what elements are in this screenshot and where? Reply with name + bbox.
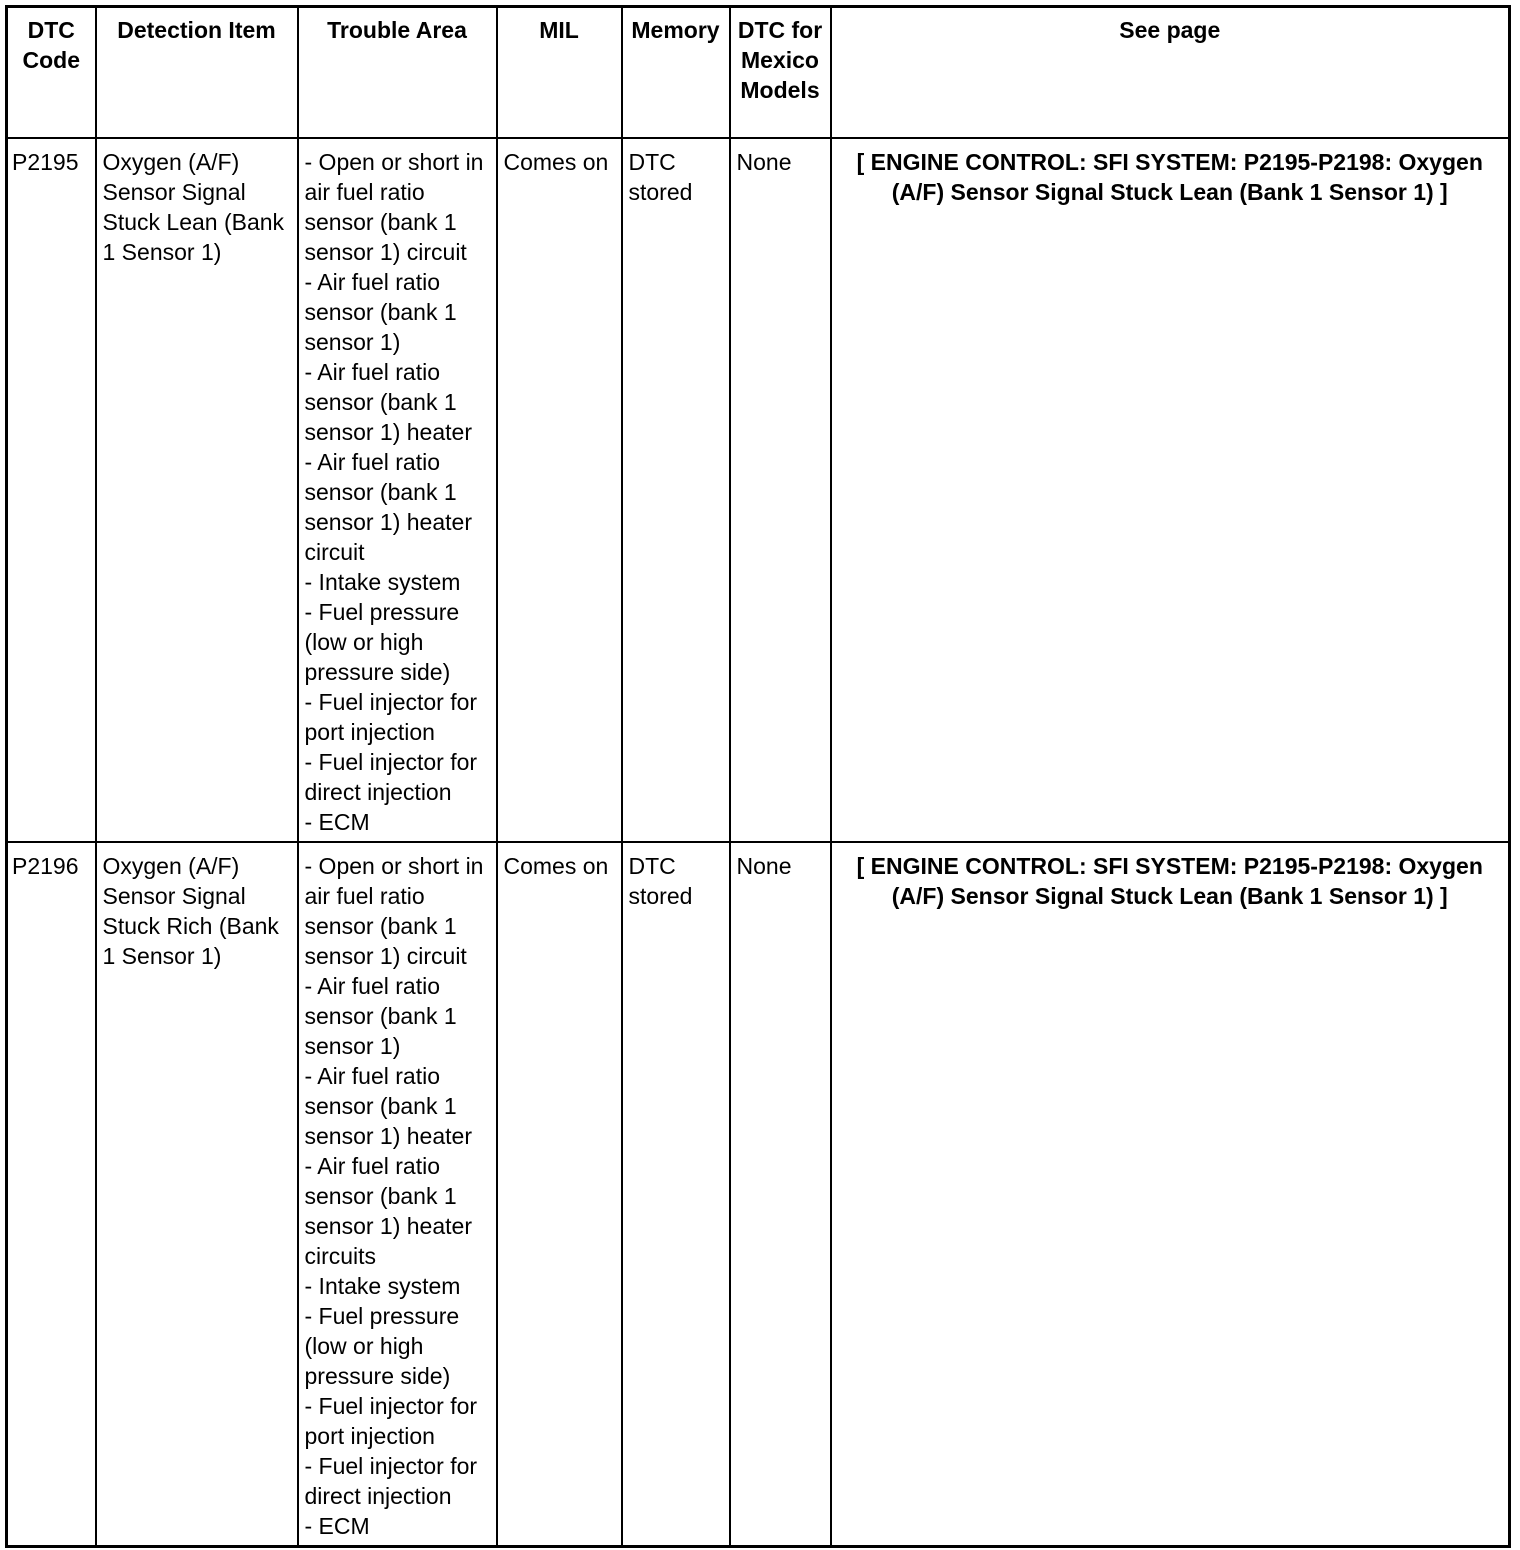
mil-cell: Comes on xyxy=(497,842,622,1547)
trouble-area-item: - Air fuel ratio sensor (bank 1 sensor 1) xyxy=(304,973,457,1059)
table-row xyxy=(7,842,1510,1547)
trouble-area-item: - Fuel injector for port injection xyxy=(304,1393,478,1449)
header-detection-item: Detection Item xyxy=(96,7,298,139)
header-see-page: See page xyxy=(831,7,1510,139)
dtc-code-cell: P2196 xyxy=(7,842,96,1547)
memory-cell: DTC stored xyxy=(622,138,730,842)
header-memory: Memory xyxy=(622,7,730,139)
header-mil: MIL xyxy=(497,7,622,139)
trouble-area-item: - Air fuel ratio sensor (bank 1 sensor 1) heater circuits xyxy=(304,1153,472,1269)
detection-item-cell: Oxygen (A/F) Sensor Signal Stuck Lean (Bank 1 Sensor 1) xyxy=(96,138,298,842)
trouble-area-item: - Air fuel ratio sensor (bank 1 sensor 1) heater xyxy=(304,359,472,445)
see-page-link[interactable]: [ ENGINE CONTROL: SFI SYSTEM: P2195-P2198: Oxygen (A/F) Sensor Signal Stuck Lean (Bank 1 Sensor 1) ] xyxy=(831,138,1510,842)
trouble-area-item: - Open or short in air fuel ratio sensor (bank 1 sensor 1) circuit xyxy=(304,853,484,969)
dtc-code-cell: P2195 xyxy=(7,138,96,842)
trouble-area-item: - Intake system xyxy=(304,569,461,595)
trouble-area-item: - Fuel injector for direct injection xyxy=(304,749,478,805)
table-header-row xyxy=(7,7,1510,139)
trouble-area-item: - Intake system xyxy=(304,1273,461,1299)
trouble-area-item: - Fuel pressure (low or high pressure side) xyxy=(304,599,460,685)
trouble-area-cell xyxy=(298,138,497,842)
trouble-area-item: - Fuel injector for direct injection xyxy=(304,1453,478,1509)
trouble-area-item: - Fuel pressure (low or high pressure side) xyxy=(304,1303,460,1389)
header-dtc-mexico: DTC for Mexico Models xyxy=(730,7,831,139)
header-dtc-code: DTC Code xyxy=(7,7,96,139)
trouble-area-item: - ECM xyxy=(304,809,370,835)
header-trouble-area: Trouble Area xyxy=(298,7,497,139)
trouble-area-item: - Air fuel ratio sensor (bank 1 sensor 1) xyxy=(304,269,457,355)
mexico-cell: None xyxy=(730,842,831,1547)
mexico-cell: None xyxy=(730,138,831,842)
memory-cell: DTC stored xyxy=(622,842,730,1547)
trouble-area-item: - Open or short in air fuel ratio sensor (bank 1 sensor 1) circuit xyxy=(304,149,484,265)
detection-item-cell: Oxygen (A/F) Sensor Signal Stuck Rich (Bank 1 Sensor 1) xyxy=(96,842,298,1547)
mil-cell: Comes on xyxy=(497,138,622,842)
trouble-area-item: - Air fuel ratio sensor (bank 1 sensor 1) heater xyxy=(304,1063,472,1149)
see-page-link[interactable]: [ ENGINE CONTROL: SFI SYSTEM: P2195-P2198: Oxygen (A/F) Sensor Signal Stuck Lean (Bank 1 Sensor 1) ] xyxy=(831,842,1510,1547)
trouble-area-item: - Fuel injector for port injection xyxy=(304,689,478,745)
table-row xyxy=(7,138,1510,842)
trouble-area-item: - ECM xyxy=(304,1513,370,1539)
trouble-area-item: - Air fuel ratio sensor (bank 1 sensor 1) heater circuit xyxy=(304,449,472,565)
trouble-area-cell xyxy=(298,842,497,1547)
dtc-table xyxy=(5,5,1511,1548)
